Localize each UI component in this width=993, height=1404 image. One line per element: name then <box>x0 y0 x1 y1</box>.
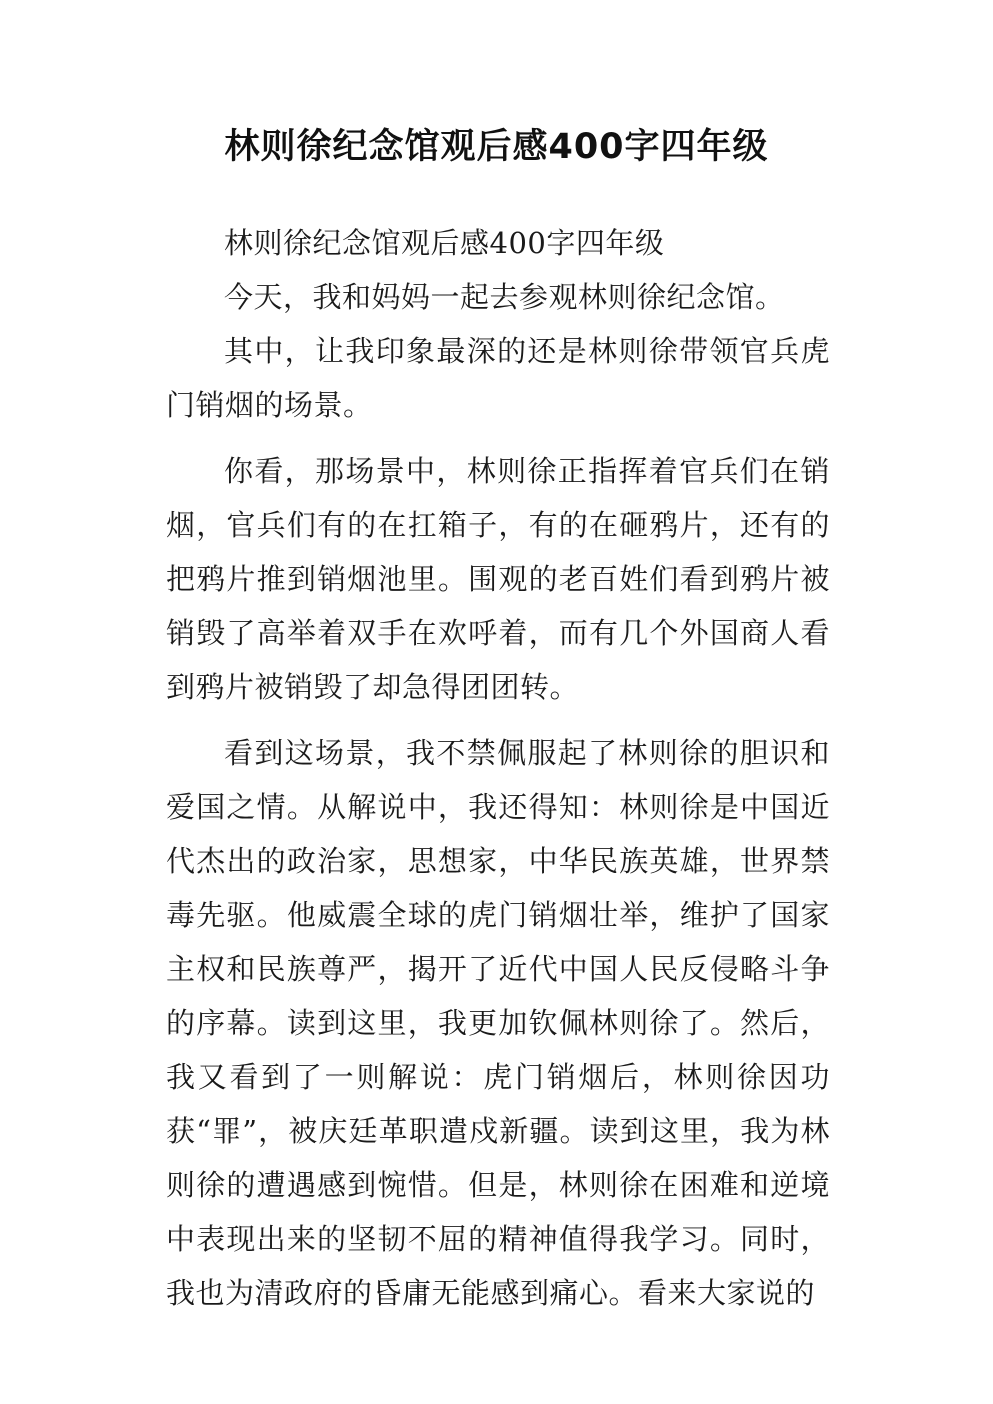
document-body <box>166 216 830 1320</box>
paragraph-scene: 你看，那场景中，林则徐正指挥着官兵们在销烟，官兵们有的在扛箱子，有的在砸鸦片，还有的把鸦片推到销烟池里。围观的老百姓们看到鸦片被销毁了高举着双手在欢呼着，而有几个外国商人看到鸦片被销毁了却急得团团转。 <box>166 454 830 704</box>
paragraph-intro: 今天，我和妈妈一起去参观林则徐纪念馆。 <box>224 280 785 314</box>
document-title: 林则徐纪念馆观后感400字四年级 <box>224 127 769 167</box>
paragraph-impression: 其中，让我印象最深的还是林则徐带领官兵虎门销烟的场景。 <box>166 334 830 422</box>
paragraph-subtitle: 林则徐纪念馆观后感400字四年级 <box>224 226 665 260</box>
paragraph-reflection: 看到这场景，我不禁佩服起了林则徐的胆识和爱国之情。从解说中，我还得知：林则徐是中国近代杰出的政治家，思想家，中华民族英雄，世界禁毒先驱。他威震全球的虎门销烟壮举，维护了国家主权和民族尊严，揭开了近代中国人民反侵略斗争的序幕。读到这里，我更加钦佩林则徐了。然后，我又看到了一则解说：虎门销烟后，林则徐因功获“罪”，被庆廷革职遣戍新疆。读到这里，我为林则徐的遭遇感到惋惜。但是，林则徐在困难和逆境中表现出来的坚韧不屈的精神值得我学习。同时，我也为清政府的昏庸无能感到痛心。看来大家说的 <box>166 736 830 1310</box>
